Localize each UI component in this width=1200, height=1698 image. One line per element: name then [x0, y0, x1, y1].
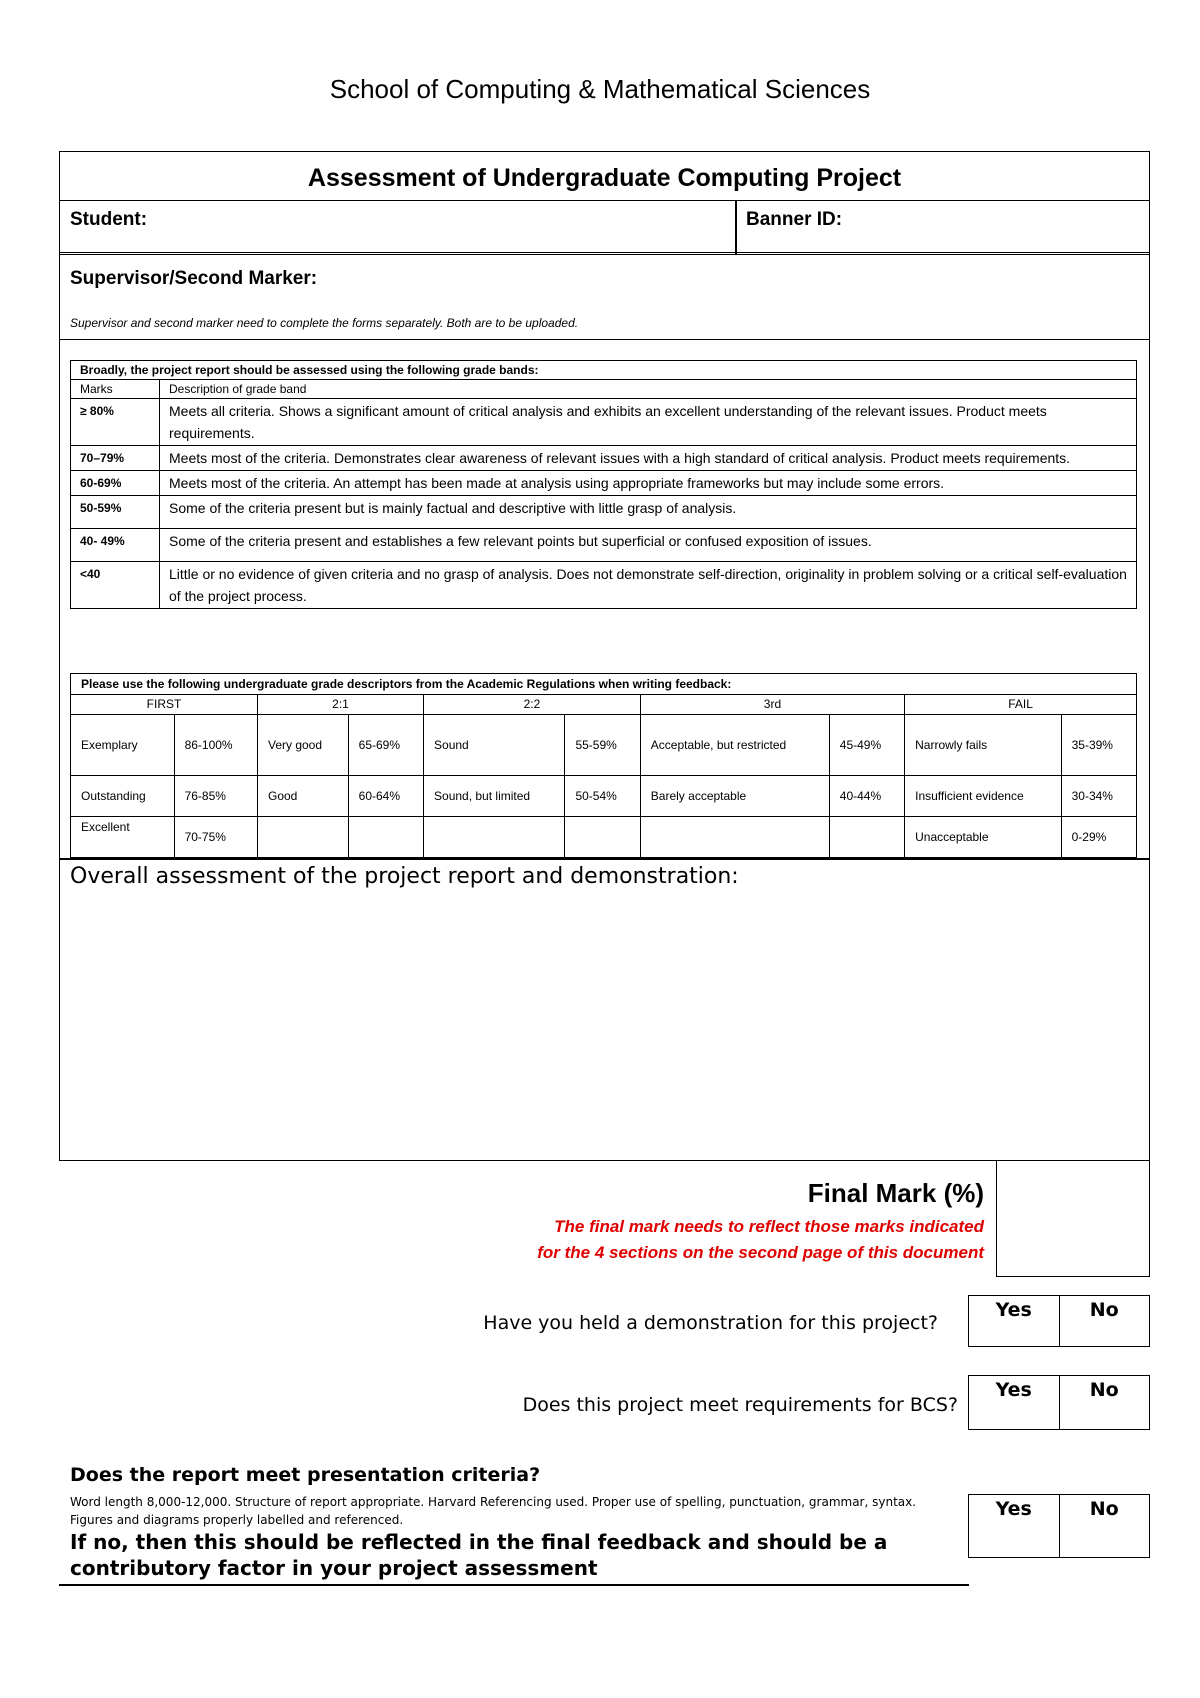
descriptor-cell: Excellent — [71, 817, 175, 858]
presentation-criteria-detail: Word length 8,000-12,000. Structure of report appropriate. Harvard Referencing used. Proper use of spelling, punctuation, grammar, syntax. Figures and diagrams properly labelled and referenced. — [70, 1495, 917, 1527]
presentation-question: Does the report meet presentation criteria? — [70, 1464, 541, 1486]
group-header-2-2: 2:2 — [424, 695, 641, 715]
descriptor-cell — [257, 817, 348, 858]
final-mark-label: Final Mark (%) — [807, 1178, 984, 1208]
descriptor-range: 40-44% — [829, 776, 904, 817]
descriptor-cell: Narrowly fails — [905, 715, 1061, 776]
band-description: Meets most of the criteria. An attempt has been made at analysis using appropriate frameworks but may include some errors. — [160, 471, 1137, 496]
grade-bands-table — [70, 360, 1137, 609]
grade-descriptors-table — [70, 673, 1137, 858]
student-row — [59, 201, 1150, 255]
band-description: Some of the criteria present but is mainly factual and descriptive with little grasp of analysis. — [160, 496, 1137, 529]
descriptor-range — [348, 817, 423, 858]
banner-id-label: Banner ID: — [746, 209, 843, 230]
descriptor-cell: Good — [257, 776, 348, 817]
bcs-question: Does this project meet requirements for BCS? — [522, 1394, 958, 1416]
descriptor-cell — [640, 817, 829, 858]
no-option[interactable]: No — [1059, 1296, 1150, 1346]
final-mark-box[interactable] — [996, 1161, 1150, 1277]
descriptors-intro: Please use the following undergraduate grade descriptors from the Academic Regulations when writing feedback: — [71, 674, 1137, 695]
descriptor-range — [565, 817, 640, 858]
band-description: Meets all criteria. Shows a significant amount of critical analysis and exhibits an excellent understanding of the relevant issues. Product meets requirements. — [160, 399, 1137, 446]
table-row — [71, 715, 1137, 776]
demonstration-yes-no — [968, 1295, 1150, 1347]
descriptor-range: 35-39% — [1061, 715, 1136, 776]
student-label: Student: — [70, 209, 148, 230]
descriptor-range: 65-69% — [348, 715, 423, 776]
presentation-warning: If no, then this should be reflected in the final feedback and should be a contributory factor in your project assessment — [70, 1530, 888, 1580]
table-row — [71, 817, 1137, 858]
band-description: Meets most of the criteria. Demonstrates clear awareness of relevant issues with a high standard of critical analysis. Product meets requirements. — [160, 446, 1137, 471]
descriptor-cell: Exemplary — [71, 715, 175, 776]
descriptor-cell: Outstanding — [71, 776, 175, 817]
band-marks: 40- 49% — [71, 529, 160, 562]
band-description: Some of the criteria present and establishes a few relevant points but superficial or confused exposition of issues. — [160, 529, 1137, 562]
band-marks: 70–79% — [71, 446, 160, 471]
final-mark-note-line: The final mark needs to reflect those marks indicated — [554, 1217, 984, 1236]
group-header-3rd: 3rd — [640, 695, 904, 715]
form-title: Assessment of Undergraduate Computing Project — [59, 151, 1150, 201]
band-marks: <40 — [71, 562, 160, 609]
group-header-first: FIRST — [71, 695, 258, 715]
descriptor-range: 55-59% — [565, 715, 640, 776]
bcs-yes-no — [968, 1375, 1150, 1430]
group-header-2-1: 2:1 — [257, 695, 423, 715]
table-row — [71, 399, 1137, 446]
descriptor-range: 76-85% — [174, 776, 257, 817]
final-mark-note — [464, 1214, 984, 1266]
descriptor-cell: Very good — [257, 715, 348, 776]
descriptor-range: 0-29% — [1061, 817, 1136, 858]
divider — [59, 858, 1150, 860]
table-row — [71, 776, 1137, 817]
supervisor-label: Supervisor/Second Marker: — [70, 268, 318, 289]
descriptor-cell: Insufficient evidence — [905, 776, 1061, 817]
grade-bands-intro: Broadly, the project report should be assessed using the following grade bands: — [71, 361, 1137, 380]
description-column-header: Description of grade band — [160, 380, 1137, 399]
descriptor-range: 70-75% — [174, 817, 257, 858]
divider — [59, 1584, 969, 1586]
descriptor-range: 45-49% — [829, 715, 904, 776]
table-row — [71, 529, 1137, 562]
final-mark-note-line: for the 4 sections on the second page of this document — [537, 1243, 984, 1262]
table-row — [71, 496, 1137, 529]
band-description: Little or no evidence of given criteria and no grasp of analysis. Does not demonstrate self-direction, originality in problem solving or a critical self-evaluation of the project process. — [160, 562, 1137, 609]
marks-column-header: Marks — [71, 380, 160, 399]
school-heading: School of Computing & Mathematical Sciences — [329, 74, 871, 104]
yes-option[interactable]: Yes — [995, 1379, 1032, 1401]
supervisor-note: Supervisor and second marker need to complete the forms separately. Both are to be uploaded. — [70, 316, 579, 330]
no-option[interactable]: No — [1059, 1376, 1150, 1429]
divider — [735, 201, 737, 255]
no-option[interactable]: No — [1059, 1495, 1150, 1557]
descriptor-range: 50-54% — [565, 776, 640, 817]
descriptor-cell — [424, 817, 565, 858]
overall-assessment-label: Overall assessment of the project report and demonstration: — [70, 864, 739, 889]
descriptor-cell: Acceptable, but restricted — [640, 715, 829, 776]
band-marks: 50-59% — [71, 496, 160, 529]
band-marks: ≥ 80% — [71, 399, 160, 446]
band-marks: 60-69% — [71, 471, 160, 496]
table-row — [71, 446, 1137, 471]
descriptor-range: 60-64% — [348, 776, 423, 817]
group-header-fail: FAIL — [905, 695, 1137, 715]
presentation-yes-no — [968, 1494, 1150, 1558]
descriptor-cell: Barely acceptable — [640, 776, 829, 817]
descriptor-range — [829, 817, 904, 858]
descriptor-cell: Sound, but limited — [424, 776, 565, 817]
descriptor-range: 30-34% — [1061, 776, 1136, 817]
descriptor-cell: Sound — [424, 715, 565, 776]
demonstration-question: Have you held a demonstration for this project? — [483, 1312, 938, 1334]
yes-option[interactable]: Yes — [995, 1299, 1032, 1321]
descriptor-cell: Unacceptable — [905, 817, 1061, 858]
table-row — [71, 562, 1137, 609]
table-row — [71, 471, 1137, 496]
yes-option[interactable]: Yes — [995, 1498, 1032, 1520]
descriptor-range: 86-100% — [174, 715, 257, 776]
